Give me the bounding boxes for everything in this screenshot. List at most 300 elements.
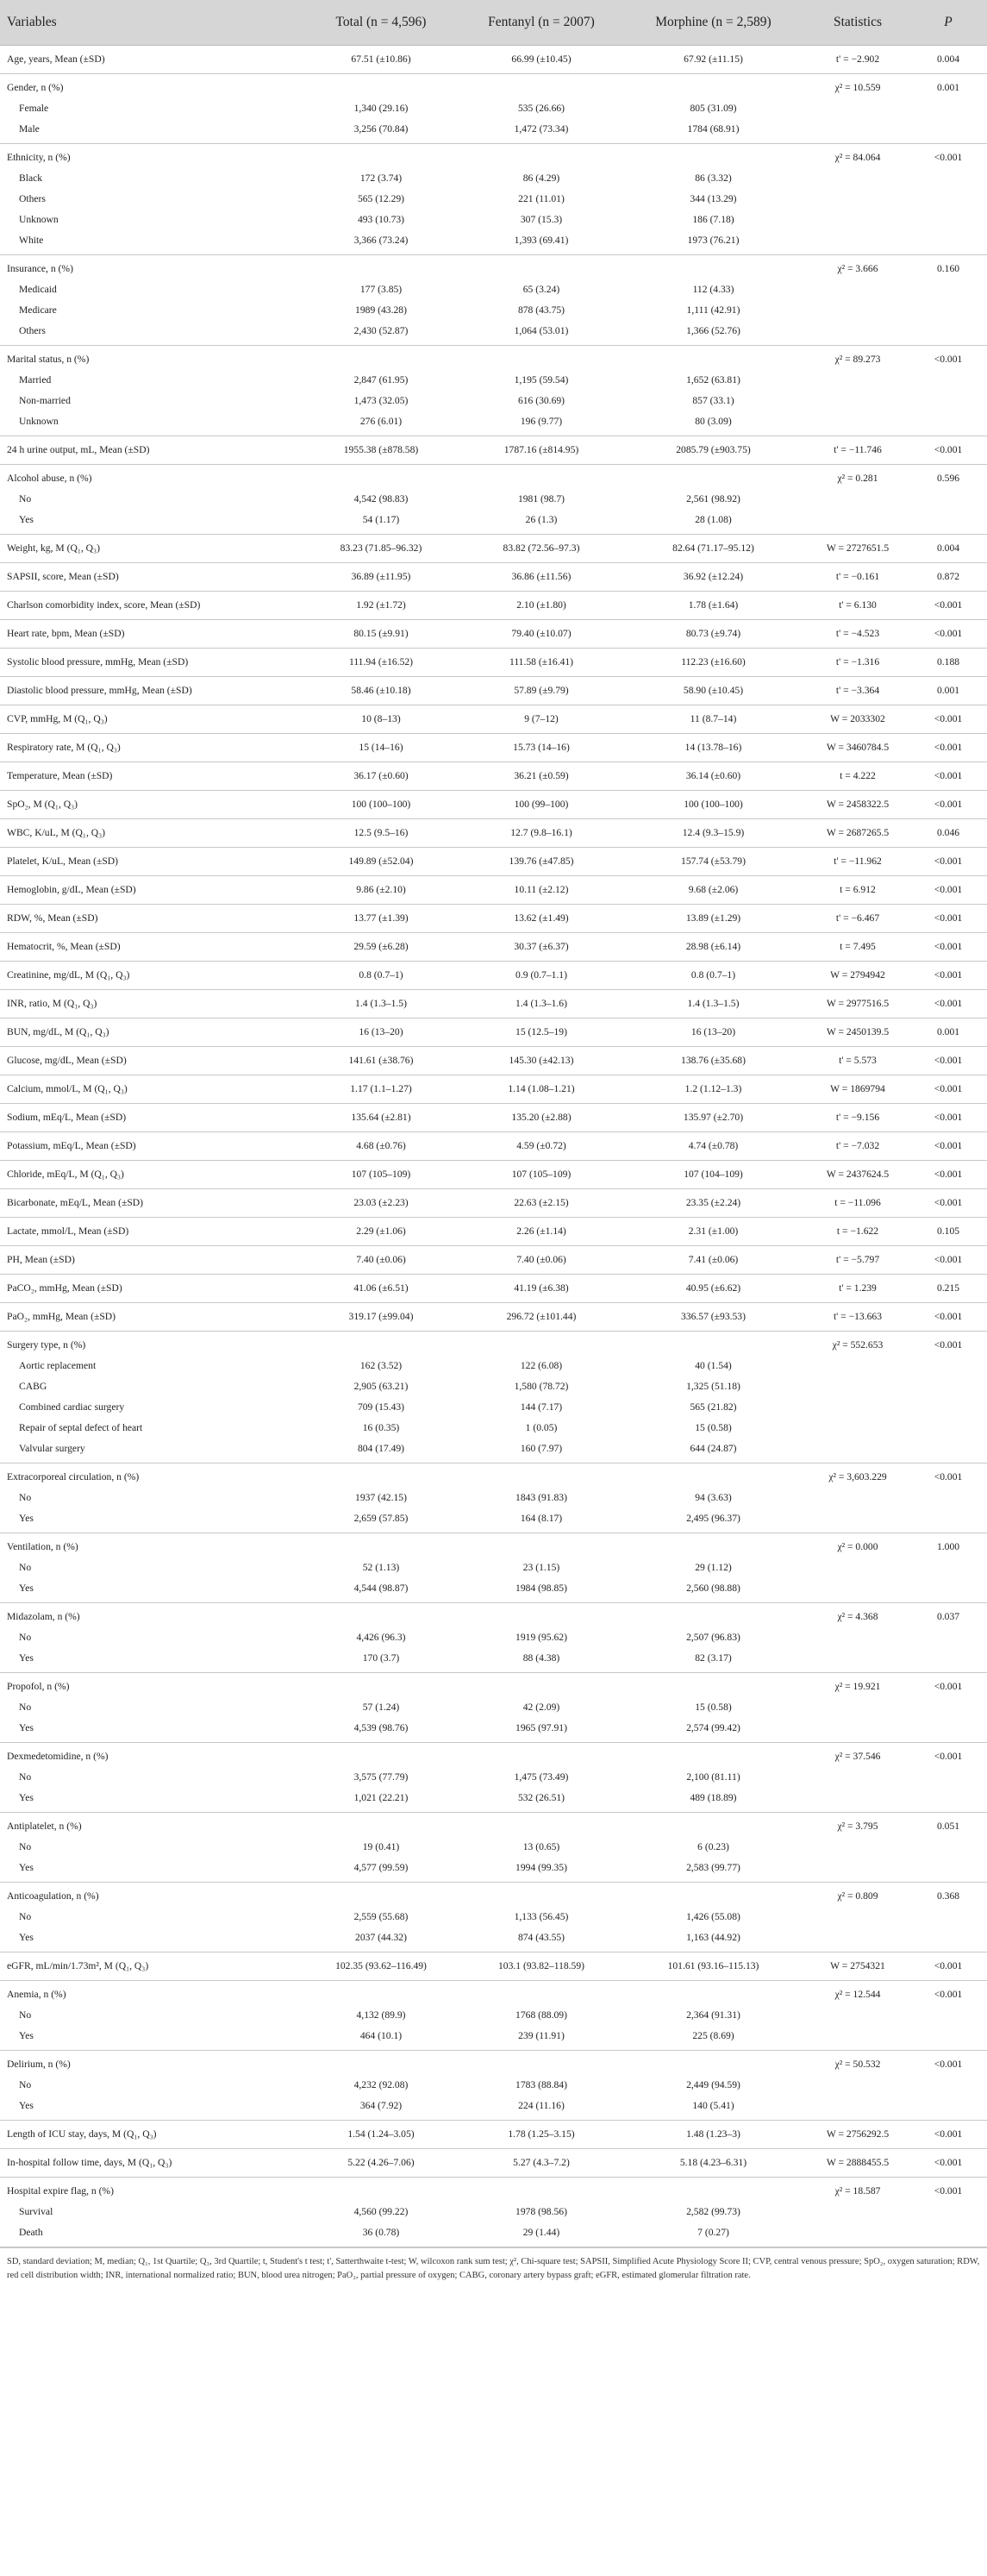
statistic-value: χ² = 3,603.229 xyxy=(828,1471,887,1482)
table-row xyxy=(0,2121,987,2149)
category-label: Death xyxy=(0,2222,300,2247)
total-value: 52 (1.13) xyxy=(362,1562,400,1573)
fentanyl-value: 111.58 (±16.41) xyxy=(462,649,621,677)
category-label: Yes xyxy=(0,1578,300,1603)
table-row xyxy=(0,1743,987,1768)
statistic-value xyxy=(806,230,909,255)
total-value: 2,559 (55.68) xyxy=(353,1911,409,1922)
table-row xyxy=(0,1218,987,1246)
variable-label: Diastolic blood pressure, mmHg, Mean (±SD) xyxy=(0,677,300,705)
p-value xyxy=(909,391,987,411)
category-label: Black xyxy=(19,172,43,184)
fentanyl-value: 535 (26.66) xyxy=(517,103,565,114)
fentanyl-value xyxy=(462,1533,621,1558)
p-value: <0.001 xyxy=(909,1132,987,1161)
morphine-value: 225 (8.69) xyxy=(621,2026,806,2051)
p-value: <0.001 xyxy=(909,876,987,905)
fentanyl-value: 83.82 (72.56–97.3) xyxy=(462,535,621,563)
p-value xyxy=(909,1438,987,1463)
fentanyl-value: 86 (4.29) xyxy=(522,172,560,184)
statistic-value: W = 2450139.5 xyxy=(806,1018,909,1047)
p-value xyxy=(909,189,987,210)
p-value: <0.001 xyxy=(934,1751,963,1762)
morphine-value xyxy=(621,1603,806,1628)
fentanyl-value: 1981 (98.7) xyxy=(517,493,565,505)
category-label: Male xyxy=(0,119,300,144)
fentanyl-value: 1919 (95.62) xyxy=(515,1632,567,1643)
morphine-value: 15 (0.58) xyxy=(695,1702,732,1713)
statistic-value xyxy=(806,1907,909,1927)
fentanyl-value: 29 (1.44) xyxy=(462,2222,621,2247)
morphine-value: 135.97 (±2.70) xyxy=(621,1104,806,1132)
p-value xyxy=(909,510,987,535)
statistic-value: t' = −13.663 xyxy=(806,1303,909,1332)
total-value: 58.46 (±10.18) xyxy=(300,677,462,705)
table-subrow xyxy=(0,1907,987,1927)
table-subrow xyxy=(0,98,987,119)
table-subrow xyxy=(0,1767,987,1788)
statistic-value xyxy=(806,98,909,119)
table-row xyxy=(0,1018,987,1047)
table-row xyxy=(0,990,987,1018)
fentanyl-value xyxy=(462,1743,621,1768)
total-value: 1.54 (1.24–3.05) xyxy=(300,2121,462,2149)
statistic-value xyxy=(806,1837,909,1858)
p-value xyxy=(909,119,987,144)
statistic-value xyxy=(806,210,909,230)
fentanyl-value: 66.99 (±10.45) xyxy=(462,46,621,74)
statistic-value: χ² = 18.587 xyxy=(834,2185,881,2197)
fentanyl-value: 1994 (99.35) xyxy=(462,1858,621,1883)
table-subrow xyxy=(0,1927,987,1952)
p-value xyxy=(909,1858,987,1883)
p-value: 1.000 xyxy=(936,1541,960,1552)
fentanyl-value: 4.59 (±0.72) xyxy=(462,1132,621,1161)
statistic-value: χ² = 50.532 xyxy=(834,2059,881,2070)
morphine-value: 1,652 (63.81) xyxy=(686,374,740,385)
fentanyl-value: 1.4 (1.3–1.6) xyxy=(462,990,621,1018)
p-value: <0.001 xyxy=(909,1075,987,1104)
total-value: 3,366 (73.24) xyxy=(300,230,462,255)
statistic-value: t = 6.912 xyxy=(806,876,909,905)
table-row xyxy=(0,791,987,819)
morphine-value: 565 (21.82) xyxy=(690,1401,737,1413)
morphine-value: 82.64 (71.17–95.12) xyxy=(621,535,806,563)
morphine-value: 23.35 (±2.24) xyxy=(621,1189,806,1218)
category-label: Aortic replacement xyxy=(19,1360,97,1371)
category-label: CABG xyxy=(19,1381,47,1392)
total-value xyxy=(300,346,462,371)
morphine-value: 5.18 (4.23–6.31) xyxy=(621,2149,806,2178)
variable-label: Platelet, K/uL, Mean (±SD) xyxy=(0,848,300,876)
fentanyl-value: 88 (4.38) xyxy=(462,1648,621,1673)
category-label: No xyxy=(19,2079,32,2090)
p-value xyxy=(909,1558,987,1578)
statistic-value xyxy=(806,300,909,321)
total-value: 804 (17.49) xyxy=(300,1438,462,1463)
total-value: 1,021 (22.21) xyxy=(300,1788,462,1813)
statistic-value: t' = −5.797 xyxy=(806,1246,909,1275)
table-body xyxy=(0,46,987,2247)
morphine-value: 36.14 (±0.60) xyxy=(621,762,806,791)
morphine-value: 36.92 (±12.24) xyxy=(621,563,806,592)
p-value: <0.001 xyxy=(909,962,987,990)
category-label: Yes xyxy=(0,1508,300,1533)
statistic-value xyxy=(806,489,909,510)
p-value xyxy=(909,1837,987,1858)
statistic-value: t' = −3.364 xyxy=(806,677,909,705)
variable-label: Delirium, n (%) xyxy=(7,2059,71,2070)
table-row xyxy=(0,1463,987,1489)
variable-label: INR, ratio, M (Q₁, Q₃) xyxy=(0,990,300,1018)
table-subrow xyxy=(0,1418,987,1438)
p-value xyxy=(909,98,987,119)
total-value xyxy=(300,2051,462,2076)
p-value: <0.001 xyxy=(934,1471,963,1482)
table-footnote: SD, standard deviation; M, median; Q₁, 1st Quartile; Q₃, 3rd Quartile; t, Student's t test; t', Satterthwaite t-test; W, wilcoxon rank sum test; χ², Chi-square test; SAPSII, Simplified Acute Physiology Score II; CVP, central venous pressure; SpO₂, oxygen saturation; RDW, red cell distribution width; INR, international normalized ratio; BUN, blood urea nitrogen; PaO₂, partial pressure of oxygen; CABG, coronary artery bypass graft; eGFR, estimated glomerular filtration rate. xyxy=(0,2247,987,2283)
statistic-value: χ² = 0.000 xyxy=(837,1541,878,1552)
morphine-value: 7.41 (±0.06) xyxy=(621,1246,806,1275)
table-row xyxy=(0,1303,987,1332)
p-value: <0.001 xyxy=(934,1339,963,1351)
total-value: 565 (12.29) xyxy=(357,193,405,204)
morphine-value xyxy=(621,2051,806,2076)
fentanyl-value: 221 (11.01) xyxy=(518,193,565,204)
variable-label: Glucose, mg/dL, Mean (±SD) xyxy=(0,1047,300,1075)
header-fentanyl: Fentanyl (n = 2007) xyxy=(462,0,621,46)
statistic-value: W = 2794942 xyxy=(806,962,909,990)
category-label: Yes xyxy=(0,1718,300,1743)
category-label: No xyxy=(19,2009,32,2021)
total-value: 1989 (43.28) xyxy=(355,304,407,316)
statistic-value: t' = −7.032 xyxy=(806,1132,909,1161)
total-value: 709 (15.43) xyxy=(357,1401,405,1413)
table-row xyxy=(0,2149,987,2178)
table-subrow xyxy=(0,1858,987,1883)
statistic-value: χ² = 37.546 xyxy=(834,1751,881,1762)
fentanyl-value: 1978 (98.56) xyxy=(515,2206,567,2217)
p-value: <0.001 xyxy=(909,1104,987,1132)
p-value xyxy=(909,1927,987,1952)
total-value: 12.5 (9.5–16) xyxy=(300,819,462,848)
morphine-value: 13.89 (±1.29) xyxy=(621,905,806,933)
fentanyl-value: 224 (11.16) xyxy=(462,2096,621,2121)
p-value: <0.001 xyxy=(934,354,963,365)
total-value: 1,340 (29.16) xyxy=(353,103,409,114)
fentanyl-value: 9 (7–12) xyxy=(462,705,621,734)
statistic-value xyxy=(806,1578,909,1603)
header-morphine: Morphine (n = 2,589) xyxy=(621,0,806,46)
fentanyl-value: 65 (3.24) xyxy=(522,284,560,295)
table-header xyxy=(0,0,987,46)
statistic-value: W = 2888455.5 xyxy=(806,2149,909,2178)
total-value: 149.89 (±52.04) xyxy=(300,848,462,876)
p-value: 0.051 xyxy=(936,1821,960,1832)
table-subrow xyxy=(0,1376,987,1397)
table-row xyxy=(0,1189,987,1218)
fentanyl-value: 164 (8.17) xyxy=(462,1508,621,1533)
p-value: 0.001 xyxy=(909,677,987,705)
table-row xyxy=(0,705,987,734)
morphine-value: 2,507 (96.83) xyxy=(686,1632,740,1643)
total-value: 1937 (42.15) xyxy=(355,1492,407,1503)
morphine-value: 107 (104–109) xyxy=(621,1161,806,1189)
total-value: 162 (3.52) xyxy=(359,1360,403,1371)
table-row xyxy=(0,346,987,371)
table-subrow xyxy=(0,2026,987,2051)
morphine-value xyxy=(621,2178,806,2203)
p-value: <0.001 xyxy=(934,1989,963,2000)
morphine-value xyxy=(621,346,806,371)
table-row xyxy=(0,255,987,280)
p-value: <0.001 xyxy=(909,734,987,762)
table-subrow xyxy=(0,1508,987,1533)
morphine-value: 6 (0.23) xyxy=(697,1841,729,1852)
statistic-value xyxy=(806,2075,909,2096)
statistic-value xyxy=(806,2005,909,2026)
total-value xyxy=(300,2178,462,2203)
fentanyl-value: 103.1 (93.82–118.59) xyxy=(462,1952,621,1981)
total-value: 1.4 (1.3–1.5) xyxy=(300,990,462,1018)
morphine-value: 2,583 (99.77) xyxy=(621,1858,806,1883)
fentanyl-value: 1,580 (78.72) xyxy=(514,1381,569,1392)
total-value: 493 (10.73) xyxy=(357,214,405,225)
table-row xyxy=(0,1332,987,1357)
table-row xyxy=(0,1246,987,1275)
statistic-value xyxy=(806,1356,909,1376)
morphine-value xyxy=(621,1883,806,1908)
variable-label: Potassium, mEq/L, Mean (±SD) xyxy=(0,1132,300,1161)
variable-label: Antiplatelet, n (%) xyxy=(7,1821,82,1832)
total-value: 23.03 (±2.23) xyxy=(300,1189,462,1218)
table-row xyxy=(0,46,987,74)
total-value: 4,544 (98.87) xyxy=(300,1578,462,1603)
morphine-value: 1,325 (51.18) xyxy=(686,1381,740,1392)
statistic-value xyxy=(806,279,909,300)
variable-label: CVP, mmHg, M (Q₁, Q₃) xyxy=(0,705,300,734)
p-value xyxy=(909,2222,987,2247)
total-value: 364 (7.92) xyxy=(300,2096,462,2121)
morphine-value: 1.48 (1.23–3) xyxy=(621,2121,806,2149)
p-value: <0.001 xyxy=(909,1303,987,1332)
morphine-value xyxy=(621,1743,806,1768)
variable-label: Sodium, mEq/L, Mean (±SD) xyxy=(0,1104,300,1132)
table-row xyxy=(0,1673,987,1698)
table-subrow xyxy=(0,210,987,230)
p-value xyxy=(909,1767,987,1788)
morphine-value: 67.92 (±11.15) xyxy=(621,46,806,74)
table-row xyxy=(0,1883,987,1908)
variable-label: Ethnicity, n (%) xyxy=(7,152,71,163)
variable-label: Hematocrit, %, Mean (±SD) xyxy=(0,933,300,962)
variable-label: 24 h urine output, mL, Mean (±SD) xyxy=(0,436,300,465)
table-subrow xyxy=(0,1438,987,1463)
total-value: 2,659 (57.85) xyxy=(300,1508,462,1533)
statistic-value: χ² = 0.281 xyxy=(837,473,878,484)
table-row xyxy=(0,2051,987,2076)
p-value xyxy=(909,1397,987,1418)
p-value: <0.001 xyxy=(909,933,987,962)
statistic-value xyxy=(806,2096,909,2121)
total-value: 10 (8–13) xyxy=(300,705,462,734)
statistic-value xyxy=(806,168,909,189)
p-value xyxy=(909,411,987,436)
table-row xyxy=(0,876,987,905)
morphine-value: 186 (7.18) xyxy=(692,214,734,225)
variable-label: Charlson comorbidity index, score, Mean (±SD) xyxy=(0,592,300,620)
category-label: Medicaid xyxy=(19,284,57,295)
fentanyl-value: 12.7 (9.8–16.1) xyxy=(462,819,621,848)
fentanyl-value: 1,475 (73.49) xyxy=(514,1771,569,1783)
fentanyl-value: 10.11 (±2.12) xyxy=(462,876,621,905)
morphine-value: 2,495 (96.37) xyxy=(621,1508,806,1533)
p-value: 0.215 xyxy=(909,1275,987,1303)
total-value xyxy=(300,1673,462,1698)
table-subrow xyxy=(0,1788,987,1813)
p-value: <0.001 xyxy=(934,2059,963,2070)
variable-label: Alcohol abuse, n (%) xyxy=(7,473,92,484)
fentanyl-value: 41.19 (±6.38) xyxy=(462,1275,621,1303)
statistic-value: χ² = 89.273 xyxy=(834,354,881,365)
variable-label: Propofol, n (%) xyxy=(7,1681,70,1692)
variable-label: Gender, n (%) xyxy=(7,82,64,93)
total-value xyxy=(300,1603,462,1628)
statistic-value: χ² = 19.921 xyxy=(834,1681,881,1692)
morphine-value: 2,574 (99.42) xyxy=(621,1718,806,1743)
table-subrow xyxy=(0,1648,987,1673)
fentanyl-value: 1,195 (59.54) xyxy=(514,374,569,385)
morphine-value: 1,111 (42.91) xyxy=(686,304,740,316)
variable-label: In-hospital follow time, days, M (Q₁, Q₃) xyxy=(0,2149,300,2178)
variable-label: Chloride, mEq/L, M (Q₁, Q₃) xyxy=(0,1161,300,1189)
fentanyl-value: 135.20 (±2.88) xyxy=(462,1104,621,1132)
morphine-value xyxy=(621,255,806,280)
p-value xyxy=(909,1488,987,1508)
fentanyl-value: 1,133 (56.45) xyxy=(514,1911,569,1922)
variable-label: Calcium, mmol/L, M (Q₁, Q₃) xyxy=(0,1075,300,1104)
table-row xyxy=(0,144,987,169)
table-row xyxy=(0,1161,987,1189)
total-value xyxy=(300,1743,462,1768)
statistic-value: W = 2977516.5 xyxy=(806,990,909,1018)
p-value xyxy=(909,1508,987,1533)
p-value xyxy=(909,2096,987,2121)
statistic-value: W = 2754321 xyxy=(806,1952,909,1981)
statistic-value xyxy=(806,1627,909,1648)
morphine-value xyxy=(621,1332,806,1357)
category-label: Medicare xyxy=(19,304,57,316)
header-variables: Variables xyxy=(0,0,300,46)
total-value: 172 (3.74) xyxy=(359,172,403,184)
variable-label: PaO₂, mmHg, Mean (±SD) xyxy=(0,1303,300,1332)
total-value: 29.59 (±6.28) xyxy=(300,933,462,962)
total-value: 4,232 (92.08) xyxy=(353,2079,409,2090)
total-value: 1955.38 (±878.58) xyxy=(300,436,462,465)
total-value: 7.40 (±0.06) xyxy=(300,1246,462,1275)
total-value xyxy=(300,255,462,280)
statistic-value xyxy=(806,119,909,144)
statistic-value xyxy=(806,1767,909,1788)
category-label: Valvular surgery xyxy=(0,1438,300,1463)
category-label: Yes xyxy=(0,1927,300,1952)
table-subrow xyxy=(0,1697,987,1718)
total-value: 276 (6.01) xyxy=(300,411,462,436)
category-label: Combined cardiac surgery xyxy=(19,1401,125,1413)
fentanyl-value: 1787.16 (±814.95) xyxy=(462,436,621,465)
morphine-value: 1,426 (55.08) xyxy=(686,1911,740,1922)
fentanyl-value: 1 (0.05) xyxy=(525,1422,558,1433)
fentanyl-value xyxy=(462,1603,621,1628)
fentanyl-value xyxy=(462,1463,621,1489)
morphine-value: 2,100 (81.11) xyxy=(686,1771,740,1783)
table-row xyxy=(0,2178,987,2203)
statistic-value: t' = −0.161 xyxy=(806,563,909,592)
variable-label: Heart rate, bpm, Mean (±SD) xyxy=(0,620,300,649)
statistic-value: t' = 5.573 xyxy=(806,1047,909,1075)
total-value xyxy=(300,1813,462,1838)
p-value xyxy=(909,1788,987,1813)
table-subrow xyxy=(0,2222,987,2247)
statistic-value xyxy=(806,391,909,411)
morphine-value: 1.78 (±1.64) xyxy=(621,592,806,620)
p-value xyxy=(909,210,987,230)
total-value: 57 (1.24) xyxy=(362,1702,400,1713)
total-value: 0.8 (0.7–1) xyxy=(300,962,462,990)
fentanyl-value: 5.27 (4.3–7.2) xyxy=(462,2149,621,2178)
statistic-value: t' = −1.316 xyxy=(806,649,909,677)
statistic-value: χ² = 4.368 xyxy=(837,1611,878,1622)
category-label: Yes xyxy=(0,1648,300,1673)
variable-label: Hospital expire flag, n (%) xyxy=(7,2185,114,2197)
total-value: 4.68 (±0.76) xyxy=(300,1132,462,1161)
table-row xyxy=(0,762,987,791)
fentanyl-value xyxy=(462,1883,621,1908)
morphine-value: 344 (13.29) xyxy=(690,193,737,204)
statistic-value: W = 2437624.5 xyxy=(806,1161,909,1189)
morphine-value: 138.76 (±35.68) xyxy=(621,1047,806,1075)
fentanyl-value: 1984 (98.85) xyxy=(462,1578,621,1603)
fentanyl-value: 107 (105–109) xyxy=(462,1161,621,1189)
morphine-value: 1.2 (1.12–1.3) xyxy=(621,1075,806,1104)
fentanyl-value: 13.62 (±1.49) xyxy=(462,905,621,933)
variable-label: PH, Mean (±SD) xyxy=(0,1246,300,1275)
morphine-value: 2,364 (91.31) xyxy=(686,2009,740,2021)
total-value: 3,575 (77.79) xyxy=(353,1771,409,1783)
morphine-value: 100 (100–100) xyxy=(621,791,806,819)
statistic-value: t' = −9.156 xyxy=(806,1104,909,1132)
variable-label: Length of ICU stay, days, M (Q₁, Q₃) xyxy=(0,2121,300,2149)
total-value: 2,905 (63.21) xyxy=(353,1381,409,1392)
fentanyl-value: 7.40 (±0.06) xyxy=(462,1246,621,1275)
total-value: 19 (0.41) xyxy=(362,1841,400,1852)
total-value: 4,560 (99.22) xyxy=(353,2206,409,2217)
statistic-value: χ² = 0.809 xyxy=(837,1890,878,1902)
header-statistics: Statistics xyxy=(806,0,909,46)
morphine-value: 80.73 (±9.74) xyxy=(621,620,806,649)
total-value xyxy=(300,1533,462,1558)
fentanyl-value: 296.72 (±101.44) xyxy=(462,1303,621,1332)
total-value: 4,539 (98.76) xyxy=(300,1718,462,1743)
table-subrow xyxy=(0,119,987,144)
total-value: 2037 (44.32) xyxy=(300,1927,462,1952)
morphine-value xyxy=(621,1813,806,1838)
statistic-value xyxy=(806,1438,909,1463)
variable-label: Anemia, n (%) xyxy=(7,1989,66,2000)
morphine-value xyxy=(621,1673,806,1698)
statistic-value: W = 3460784.5 xyxy=(806,734,909,762)
fentanyl-value: 122 (6.08) xyxy=(520,1360,563,1371)
statistic-value: t' = −11.962 xyxy=(806,848,909,876)
